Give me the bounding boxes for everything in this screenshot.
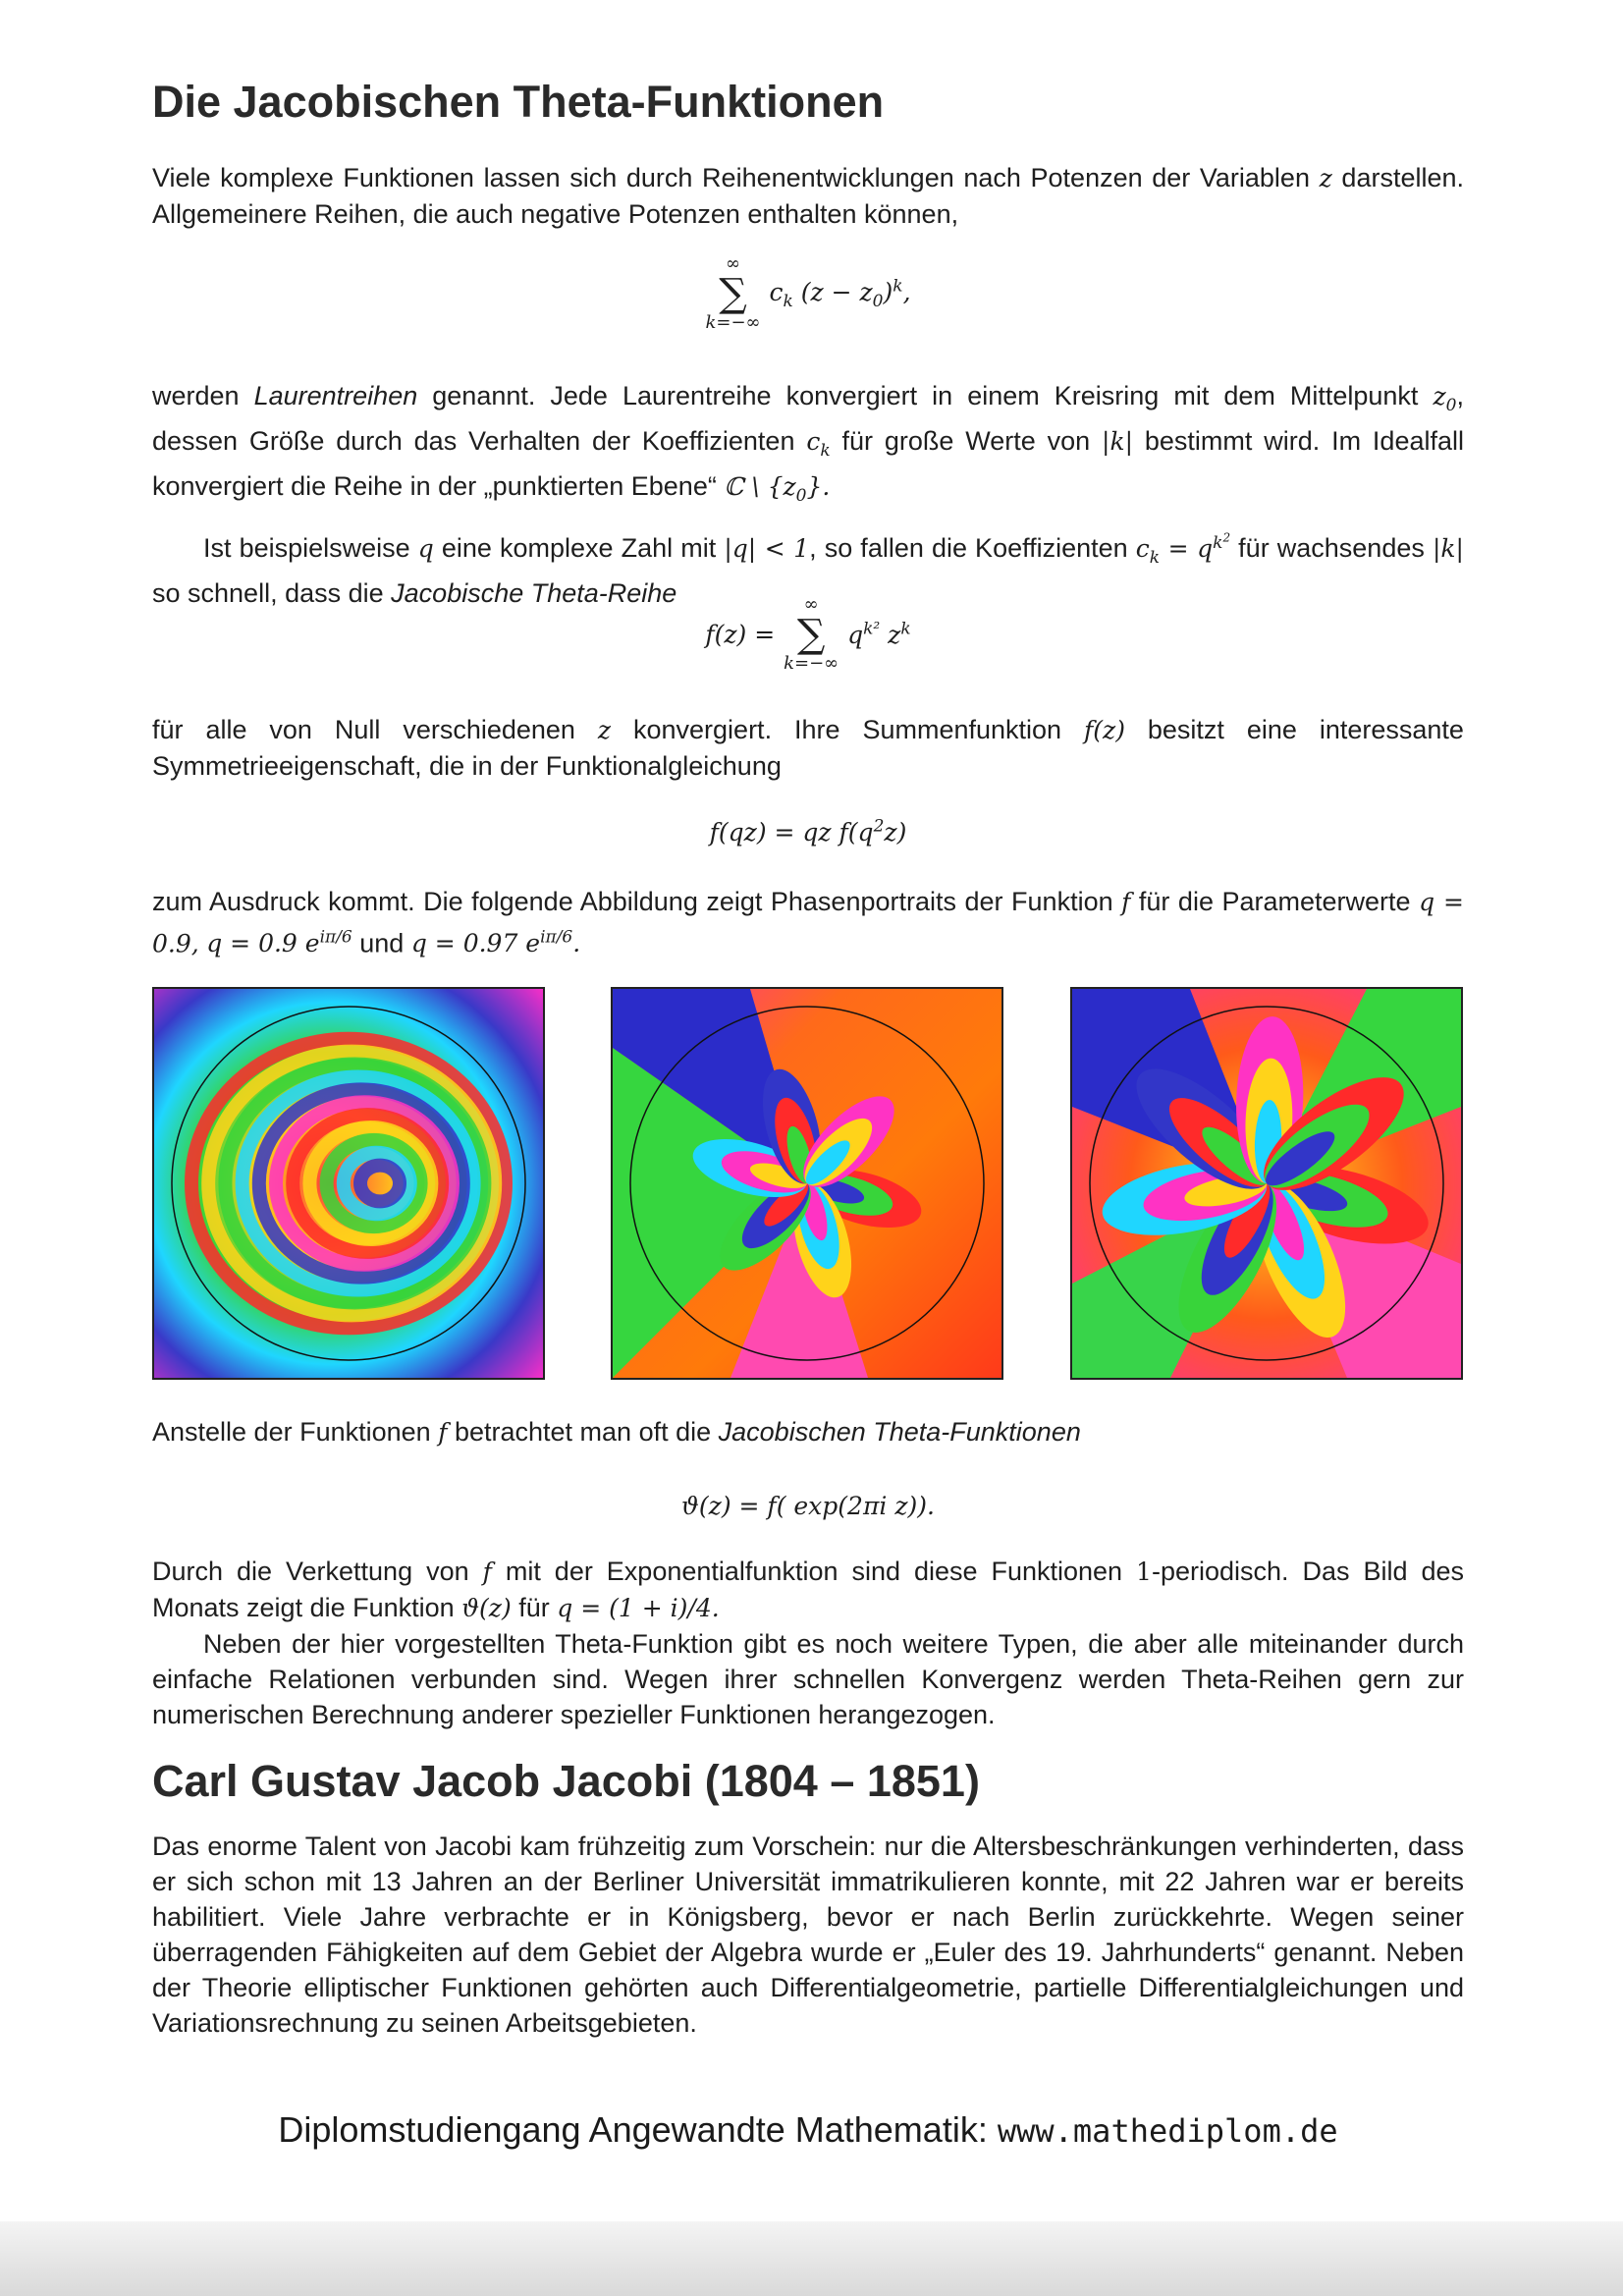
text: betrachtet man oft die: [454, 1417, 712, 1447]
scan-edge: [0, 2221, 1623, 2296]
text: und: [359, 928, 405, 958]
text: eine komplexe Zahl mit: [441, 532, 717, 563]
theta-z: ϑ(z): [461, 1594, 512, 1622]
page-title-block: [152, 77, 1464, 128]
term-exp: k: [893, 276, 903, 297]
laurent-term: Laurentreihen: [253, 381, 418, 410]
param-3: q = 0.97 $e^{i\pi/6}$.: [410, 928, 581, 958]
laurent-paragraph: [152, 378, 1464, 611]
text: , so fallen die Koeffizienten: [809, 532, 1128, 563]
coef-def: $c_k = q^{k^2}$: [1135, 530, 1231, 568]
text: Durch die Verkettung von: [152, 1557, 469, 1586]
bio-text: Das enorme Talent von Jacobi kam frühzeitig zum Vorschein: nur die Altersbeschränkungen verhinderten, dass er sich schon mit 13 Jahren an der Berliner Universität immatrikulieren konnte, mit 22 Jahren war er bereits habilitiert. Viele Jahre verbrachte er in Königsberg, bevor er nach Berlin zurückkehrte. Wegen seiner überragenden Fähigkeiten auf dem Gebiet der Algebra wurde er „Euler des 19. Jahrhunderts“ genannt. Neben der Theorie elliptischer Funktionen gehörten auch Differentialgeometrie, partielle Differentialgleichungen und Variationsrechnung zu seinen Arbeitsgebieten.: [152, 1831, 1464, 2038]
intro-text-b: darstellen. Allgemeinere Reihen, die auch negative Potenzen enthalten können,: [152, 163, 1464, 229]
term-close: ): [883, 277, 893, 306]
symmetry-paragraph: [152, 712, 1464, 784]
sum-symbol: ∞ ∑ k=−∞: [784, 594, 839, 674]
sum-upper: ∞: [726, 253, 740, 274]
text: mit der Exponentialfunktion sind diese Funktionen: [505, 1557, 1123, 1586]
text: konvergiert. Ihre Summenfunktion: [633, 715, 1062, 744]
fz: f(z): [1084, 716, 1125, 744]
text: besitzt eine interessante Symmetrieeigenschaft, die in der Funktionalgleichung: [152, 715, 1464, 781]
sum-symbol: [705, 253, 760, 334]
abs-k: |k|: [1432, 533, 1464, 563]
term-mid: (z − z: [792, 277, 873, 306]
theta-series-term: Jacobische Theta-Reihe: [391, 577, 677, 608]
text: für große Werte von: [841, 426, 1091, 456]
var-z: z: [597, 716, 612, 744]
param-2: q = 0.9 $e^{i\pi/6}$: [206, 928, 352, 958]
var-f: f: [1121, 888, 1131, 916]
sum-lower: k=−∞: [705, 312, 761, 333]
bio-section: [152, 1756, 1464, 2041]
param-1: q = 0.9,: [152, 888, 1464, 958]
text: Anstelle der Funktionen: [152, 1417, 431, 1447]
text: bestimmt wird. Im Idealfall konvergiert die Reihe in der „punktierten Ebene“: [152, 426, 1464, 501]
coef-c: c: [769, 277, 784, 306]
term-sub0: 0: [872, 291, 884, 311]
text: genannt. Jede Laurentreihe konvergiert in einem Kreisring mit dem Mittelpunkt: [432, 381, 1419, 410]
var-z0: $z_0$: [1433, 382, 1457, 415]
one: 1: [1136, 1558, 1152, 1586]
text: -periodisch. Das Bild des Monats zeigt die Funktion: [152, 1557, 1465, 1622]
bio-title: Carl Gustav Jacob Jacobi (1804 – 1851): [152, 1756, 980, 1806]
var-f: f: [438, 1418, 448, 1447]
functional-equation: f(qz) = qz $f(q^2z)$: [709, 816, 907, 847]
theta-functions-term: Jacobischen Theta-Funktionen: [718, 1417, 1081, 1447]
phase-portrait-3: [1070, 987, 1463, 1380]
phase-portrait-2: [611, 987, 1003, 1380]
periodic-paragraph: [152, 1554, 1464, 1732]
figure-intro-paragraph: [152, 884, 1464, 961]
footer: [152, 2109, 1464, 2151]
theta-function-paragraph: [152, 1414, 1464, 1450]
text: so schnell, dass die: [152, 577, 384, 608]
phase-portrait-1: [152, 987, 545, 1380]
term-end: ,: [902, 277, 911, 306]
coef-sub: k: [783, 291, 793, 311]
var-z: z: [1319, 164, 1332, 192]
abs-k: |k|: [1102, 427, 1134, 456]
intro-paragraph: [152, 160, 1464, 232]
footer-text: Diplomstudiengang Angewandte Mathematik:: [278, 2109, 988, 2150]
text: , dessen Größe durch das Verhalten der Koeffizienten: [152, 381, 1464, 456]
sigma: ∑: [719, 271, 747, 316]
text: für die Parameterwerte: [1138, 887, 1411, 916]
lhs: f(z) =: [705, 620, 776, 649]
var-f: f: [482, 1558, 492, 1586]
text: zum Ausdruck kommt. Die folgende Abbildung zeigt Phasenportraits der Funktion: [152, 887, 1113, 916]
text: für wachsendes: [1238, 532, 1425, 563]
intro-text-a: Viele komplexe Funktionen lassen sich durch Reihenentwicklungen nach Potenzen der Variablen: [152, 163, 1310, 192]
text: für alle von Null verschiedenen: [152, 715, 575, 744]
text: werden: [152, 381, 240, 410]
text: Ist beispielsweise: [203, 532, 410, 563]
theta-term: $q^{k^2}$ $z^k$: [847, 619, 911, 650]
var-ck: $c_k$: [806, 427, 831, 461]
laurent-series-formula: [152, 253, 1464, 334]
var-q: q: [417, 533, 434, 563]
other-types-paragraph: Neben der hier vorgestellten Theta-Funktion gibt es noch weitere Typen, die aber alle miteinander durch einfache Relationen verbunden sind. Wegen ihrer schnellen Konvergenz werden Theta-Reihen gern zur numerischen Berechnung anderer spezieller Funktionen herangezogen.: [152, 1629, 1464, 1729]
text: für: [518, 1593, 550, 1622]
footer-link[interactable]: www.mathediplom.de: [997, 2112, 1338, 2150]
condition: |q| < 1: [724, 533, 810, 563]
punctured-plane: ℂ \ $\{z_0\}$.: [724, 472, 831, 506]
theta-series-formula: [152, 594, 1464, 675]
param-q: q = (1 + i)/4.: [557, 1594, 720, 1622]
theta-definition: ϑ(z) = f( exp(2πi z)).: [681, 1492, 935, 1520]
page-title: Die Jacobischen Theta-Funktionen: [152, 77, 885, 127]
